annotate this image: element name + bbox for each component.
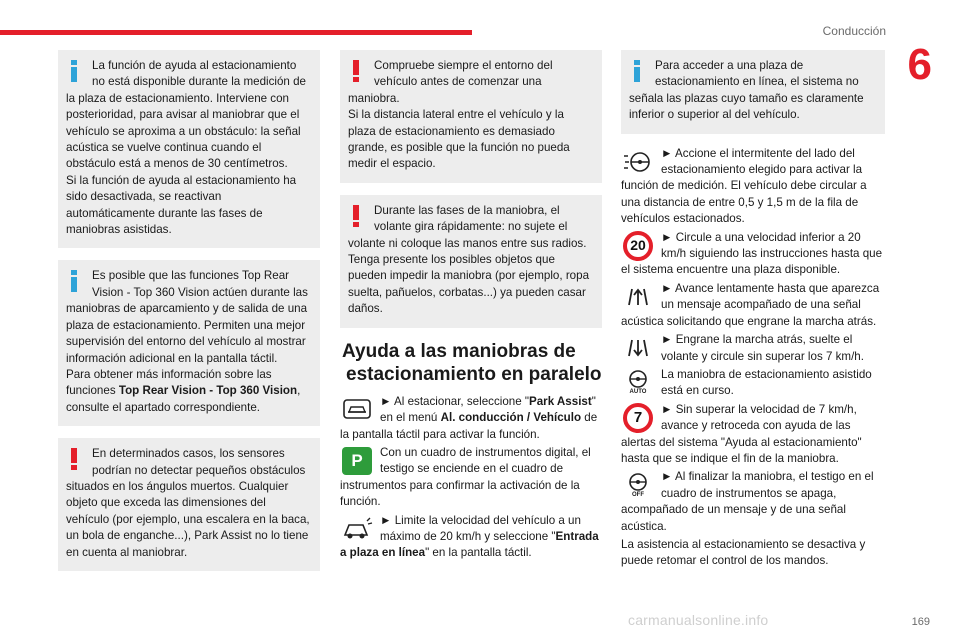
warning-icon (70, 448, 78, 470)
section-heading (342, 340, 602, 386)
instruction-step: P Con un cuadro de instrumentos digital, el testigo se enciende en el cuadro de instrumentos para confirmar la activación de la función. (340, 445, 591, 509)
instruction-step: 20 ► Circule a una velocidad inferior a 20 km/h siguiendo las instrucciones hasta que el sistema encuentre una plaza disponible. (621, 230, 883, 277)
info-text: La función de ayuda al estacionamiento no está disponible durante la medición de la plaza de estacionamiento. Interviene con posterioridad, para avisar al maniobrar que el vehículo se aproxima a un obstáculo: la señal acústica se vuelve continua cuando el obstáculo está a menos de 30 centímetros. (66, 59, 306, 171)
instruction-step: ► Accione el intermitente del lado del estacionamiento elegido para activar la función de medición. El vehículo debe circular a una distancia de entre 0,5 y 1,5 m de la fila de vehículos estacionados. (621, 146, 867, 226)
info-text: Es posible que las funciones Top Rear Vision - Top 360 Vision actúen durante las maniobras de aparcamiento y de salida de una plaza de estacionamiento. Permiten una mejor supervisión del entorno del vehículo al mostrar información adicional en la pantalla táctil. (66, 269, 308, 365)
warning-icon (352, 205, 360, 227)
column-3 (621, 50, 885, 570)
heading-line: Ayuda a las maniobras de (342, 340, 576, 362)
warning-text: Durante las fases de la maniobra, el volante gira rápidamente: no sujete el volante ni coloque las manos entre sus radios. (348, 203, 587, 250)
info-text: Si la función de ayuda al estacionamiento ha sido desactivada, se reactivan automáticamente durante las fases de maniobras asistidas. (66, 173, 297, 237)
reverse-arrow-icon (621, 332, 655, 364)
parking-indicator-icon: P (340, 445, 374, 477)
speed-limit-20-icon: 20 (621, 230, 655, 262)
info-text: Para obtener más información sobre las funciones Top Rear Vision - Top 360 Vision, consulte el apartado correspondiente. (66, 367, 301, 414)
warning-box (58, 438, 320, 571)
warning-box (340, 195, 602, 328)
info-icon (633, 60, 641, 82)
forward-arrow-icon (621, 281, 655, 313)
info-box (58, 260, 320, 426)
warning-text: En determinados casos, los sensores podrían no detectar pequeños obstáculos situados en los ángulos muertos. Cualquier objeto que exceda las dimensiones del vehículo (por ejemplo, una escalera en la baca, un bola de enganche...), Park Assist no lo tiene en cuenta al maniobrar. (66, 447, 310, 559)
warning-text: Tenga presente los posibles objetos que pueden impedir la maniobra (por ejemplo, ropa suelta, pañuelos, corbatas...) ya pueden casar daños. (348, 253, 590, 316)
info-text: Para acceder a una plaza de estacionamiento en línea, el sistema no señala las plazas cuyo tamaño es claramente inferior o superior al del vehículo. (629, 59, 864, 122)
instruction-step: ► Engrane la marcha atrás, suelte el volante y circule sin superar los 7 km/h. (621, 332, 885, 365)
instruction-step: 7 ► Sin superar la velocidad de 7 km/h, avance y retroceda con ayuda de las alertas del sistema "Ayuda al estacionamiento" hasta que se indique el fin de la maniobra. (621, 402, 862, 465)
watermark: carmanualsonline.info (628, 612, 769, 628)
column-2 (340, 50, 602, 564)
info-icon (70, 60, 78, 82)
chapter-number: 6 (907, 40, 932, 89)
info-box (58, 50, 320, 248)
column-1 (58, 50, 320, 583)
info-icon (70, 270, 78, 292)
heading-line: estacionamiento en paralelo (346, 363, 602, 385)
header-accent-bar (0, 30, 472, 35)
instruction-step: ► Limite la velocidad del vehículo a un máximo de 20 km/h y seleccione "Entrada a plaza en línea" en la pantalla táctil. (340, 513, 599, 560)
warning-icon (352, 60, 360, 82)
car-screen-icon (340, 394, 374, 426)
instruction-step: AUTO La maniobra de estacionamiento asistido está en curso. (621, 367, 885, 400)
instruction-text: La asistencia al estacionamiento se desactiva y puede retomar el control de los mandos. (621, 537, 866, 568)
section-title: Conducción (822, 24, 886, 38)
instruction-step: OFF ► Al finalizar la maniobra, el testigo en el cuadro de instrumentos se apaga, acompañado de un mensaje y de una señal acústica. (621, 470, 874, 533)
warning-text: Si la distancia lateral entre el vehículo y la plaza de estacionamiento es demasiado grande, es posible que la función no pueda medir el espacio. (348, 108, 570, 171)
steering-off-icon: OFF (621, 469, 655, 501)
steering-wheel-signal-icon (621, 146, 655, 178)
parking-assist-icon (340, 513, 374, 545)
page-number: 169 (911, 616, 930, 628)
steering-auto-icon: AUTO (621, 367, 655, 399)
warning-text: Compruebe siempre el entorno del vehículo antes de comenzar una maniobra. (348, 59, 553, 105)
info-box (621, 50, 885, 134)
instruction-step: ► Al estacionar, seleccione "Park Assist" en el menú Al. conducción / Vehículo de la pantalla táctil para activar la función. (340, 394, 598, 441)
speed-limit-7-icon: 7 (621, 402, 655, 434)
warning-box (340, 50, 602, 183)
instruction-step: ► Avance lentamente hasta que aparezca un mensaje acompañado de una señal acústica solicitando que engrane la marcha atrás. (621, 281, 880, 328)
